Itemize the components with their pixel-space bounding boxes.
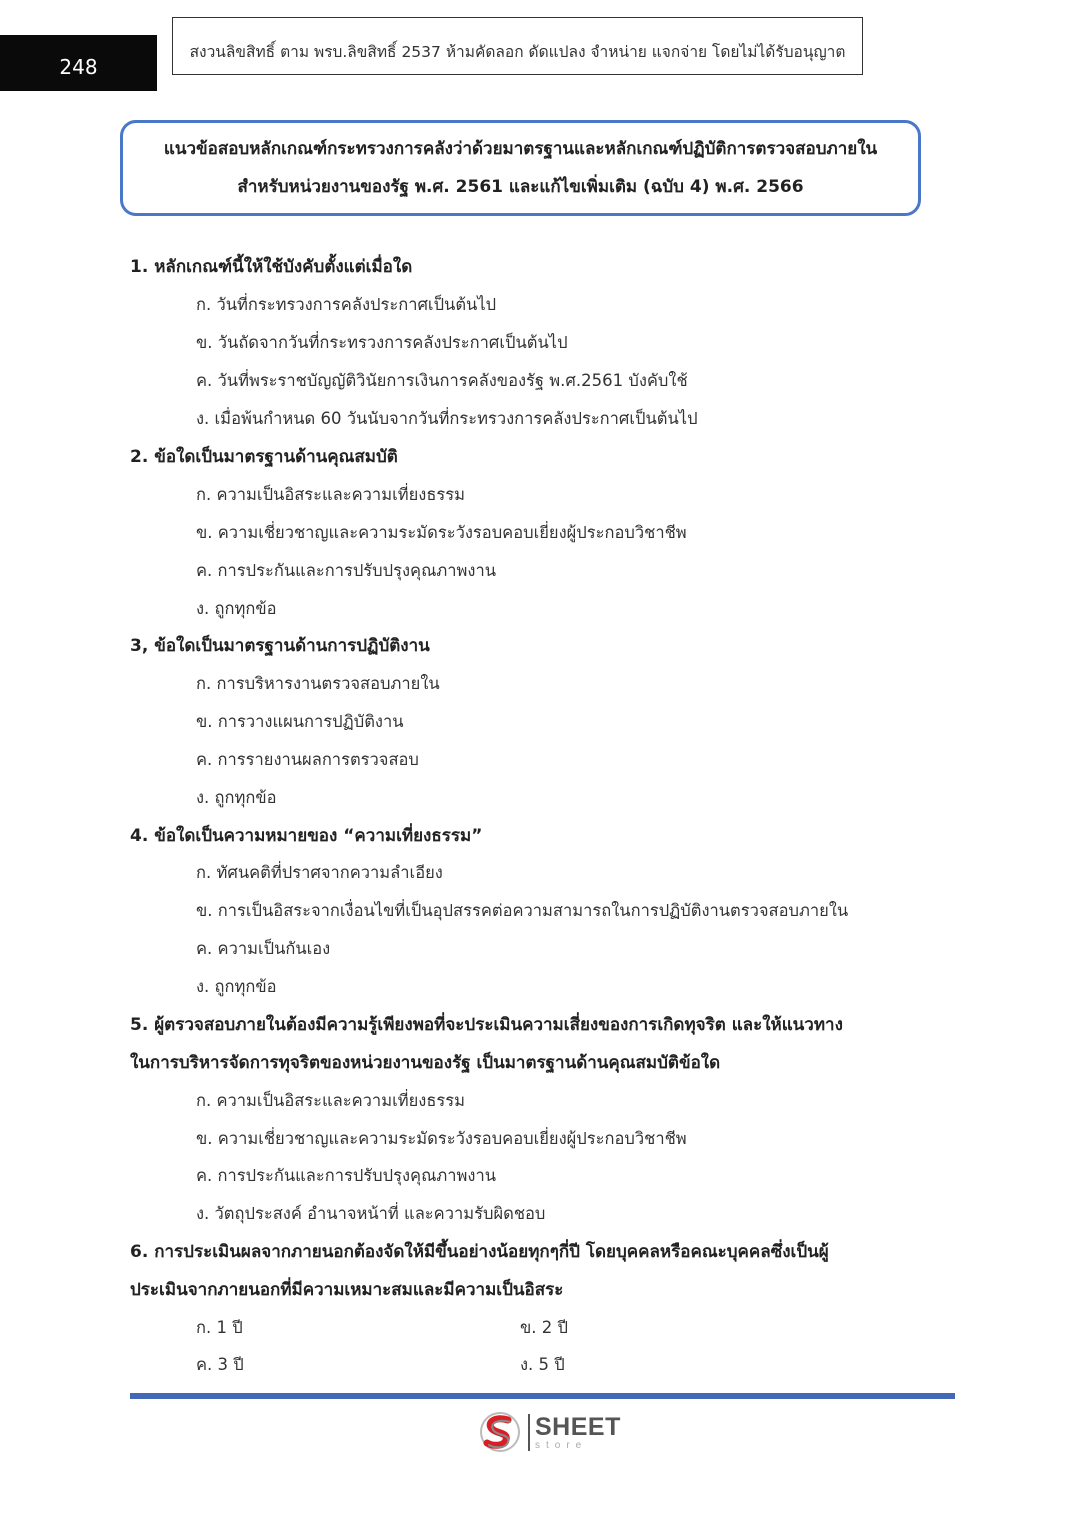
question-6-option-c: ค. 3 ปี [196, 1355, 244, 1374]
question-6-line-2: ประเมินจากภายนอกที่มีความเหมาะสมและมีความเป็นอิสระ [130, 1280, 564, 1300]
question-3: 3, ข้อใดเป็นมาตรฐานด้านการปฏิบัติงาน [130, 636, 430, 656]
question-5-option-b: ข. ความเชี่ยวชาญและความระมัดระวังรอบคอบเยี่ยงผู้ประกอบวิชาชีพ [196, 1129, 687, 1148]
logo-text: SHEET [535, 1412, 621, 1441]
question-2-option-d: ง. ถูกทุกข้อ [196, 599, 277, 618]
question-4-option-c: ค. ความเป็นกันเอง [196, 939, 331, 958]
question-1: 1. หลักเกณฑ์นี้ให้ใช้บังคับตั้งแต่เมื่อใด [130, 257, 413, 277]
question-4: 4. ข้อใดเป็นความหมายของ “ความเที่ยงธรรม” [130, 826, 483, 846]
question-2-option-b: ข. ความเชี่ยวชาญและความระมัดระวังรอบคอบเยี่ยงผู้ประกอบวิชาชีพ [196, 523, 687, 542]
question-4-option-b: ข. การเป็นอิสระจากเงื่อนไขที่เป็นอุปสรรคต่อความสามารถในการปฏิบัติงานตรวจสอบภายใน [196, 901, 849, 920]
title-line-1: แนวข้อสอบหลักเกณฑ์กระทรวงการคลังว่าด้วยมาตรฐานและหลักเกณฑ์ปฏิบัติการตรวจสอบภายใน [163, 139, 878, 159]
logo-subtext: store [535, 1439, 588, 1451]
question-5-option-a: ก. ความเป็นอิสระและความเที่ยงธรรม [196, 1091, 465, 1110]
page-number: 248 [0, 35, 157, 91]
question-1-option-c: ค. วันที่พระราชบัญญัติวินัยการเงินการคลังของรัฐ พ.ศ.2561 บังคับใช้ [196, 371, 688, 390]
question-5-option-d: ง. วัตถุประสงค์ อำนาจหน้าที่ และความรับผิดชอบ [196, 1204, 546, 1223]
question-6-option-d: ง. 5 ปี [520, 1355, 565, 1374]
sheet-store-logo [478, 1410, 621, 1454]
question-1-option-b: ข. วันถัดจากวันที่กระทรวงการคลังประกาศเป็นต้นไป [196, 333, 568, 352]
question-5-line-2: ในการบริหารจัดการทุจริตของหน่วยงานของรัฐ เป็นมาตรฐานด้านคุณสมบัติข้อใด [130, 1053, 721, 1073]
question-5-option-c: ค. การประกันและการปรับปรุงคุณภาพงาน [196, 1166, 497, 1185]
question-6-option-a: ก. 1 ปี [196, 1318, 243, 1337]
question-2-option-c: ค. การประกันและการปรับปรุงคุณภาพงาน [196, 561, 497, 580]
question-1-option-a: ก. วันที่กระทรวงการคลังประกาศเป็นต้นไป [196, 295, 497, 314]
question-6-line-1: 6. การประเมินผลจากภายนอกต้องจัดให้มีขึ้นอย่างน้อยทุกๆกี่ปี โดยบุคคลหรือคณะบุคคลซึ่งเป็นผู้ [130, 1242, 829, 1262]
question-2-option-a: ก. ความเป็นอิสระและความเที่ยงธรรม [196, 485, 465, 504]
question-3-option-a: ก. การบริหารงานตรวจสอบภายใน [196, 674, 440, 693]
question-4-option-a: ก. ทัศนคติที่ปราศจากความลำเอียง [196, 863, 443, 882]
footer-divider [130, 1393, 955, 1399]
question-6-option-b: ข. 2 ปี [520, 1318, 568, 1337]
sheet-store-s-icon [478, 1410, 522, 1454]
question-4-option-d: ง. ถูกทุกข้อ [196, 977, 277, 996]
question-2: 2. ข้อใดเป็นมาตรฐานด้านคุณสมบัติ [130, 447, 398, 467]
title-box [120, 120, 921, 216]
question-1-option-d: ง. เมื่อพ้นกำหนด 60 วันนับจากวันที่กระทรวงการคลังประกาศเป็นต้นไป [196, 409, 698, 428]
question-3-option-b: ข. การวางแผนการปฏิบัติงาน [196, 712, 404, 731]
question-3-option-d: ง. ถูกทุกข้อ [196, 788, 277, 807]
question-3-option-c: ค. การรายงานผลการตรวจสอบ [196, 750, 419, 769]
copyright-notice: สงวนลิขสิทธิ์ ตาม พรบ.ลิขสิทธิ์ 2537 ห้ามคัดลอก ดัดแปลง จำหน่าย แจกจ่าย โดยไม่ได้รับอนุญาต [172, 17, 863, 75]
title-line-2: สำหรับหน่วยงานของรัฐ พ.ศ. 2561 และแก้ไขเพิ่มเติม (ฉบับ 4) พ.ศ. 2566 [237, 177, 804, 197]
question-5-line-1: 5. ผู้ตรวจสอบภายในต้องมีความรู้เพียงพอที่จะประเมินความเสี่ยงของการเกิดทุจริต และให้แนวทาง [130, 1015, 843, 1035]
